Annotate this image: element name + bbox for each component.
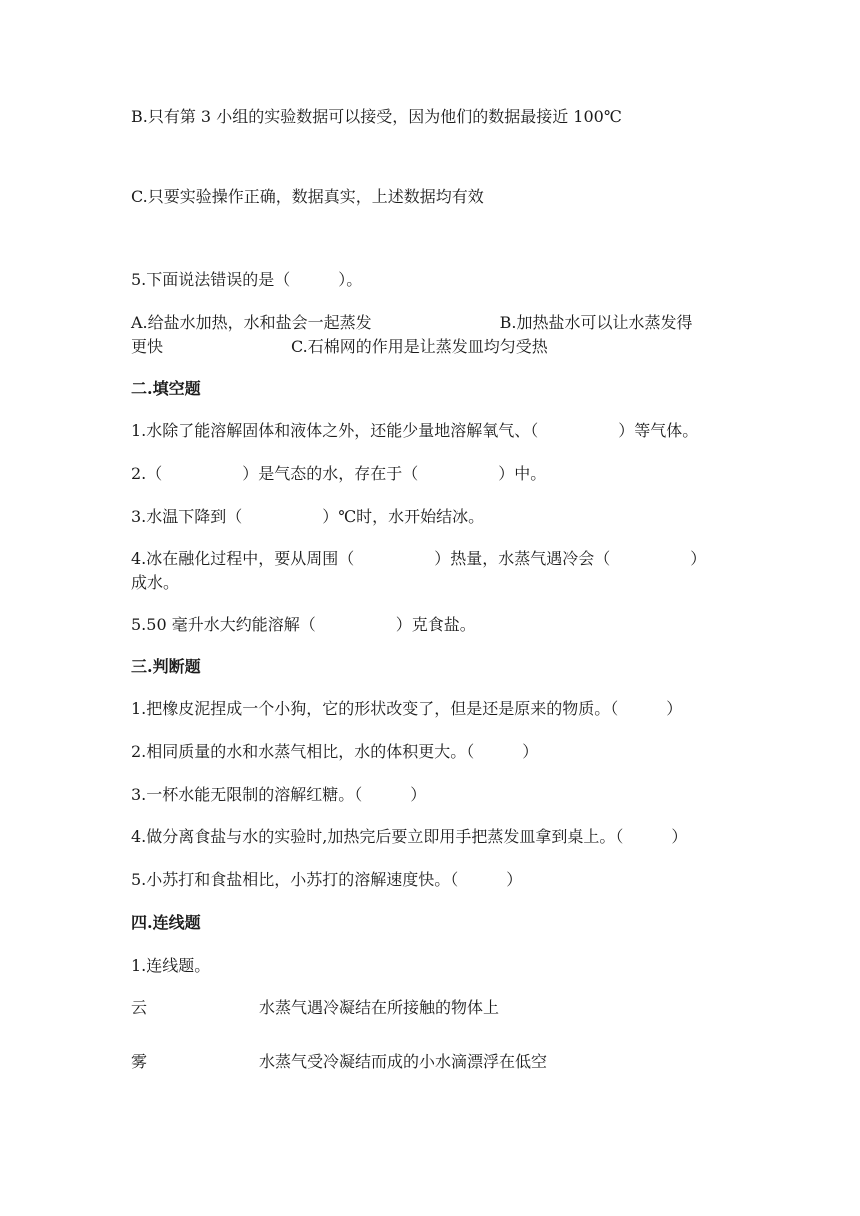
fill-q5: 5.50 毫升水大约能溶解（ ）克食盐。 <box>131 615 476 634</box>
section-heading-matching: 四.连线题 <box>131 913 201 932</box>
judge-q4: 4.做分离食盐与水的实验时,加热完后要立即用手把蒸发皿拿到桌上。（ ） <box>131 827 688 846</box>
q5-options-line2: 更快 C.石棉网的作用是让蒸发皿均匀受热 <box>131 337 548 356</box>
fill-q1: 1.水除了能溶解固体和液体之外，还能少量地溶解氧气、（ ）等气体。 <box>131 421 699 440</box>
matching-q1: 1.连线题。 <box>131 956 211 975</box>
fill-q4-line2: 成水。 <box>131 573 180 592</box>
section-heading-true-false: 三.判断题 <box>131 657 201 676</box>
judge-q3: 3.一杯水能无限制的溶解红糖。（ ） <box>131 785 427 804</box>
matching-term: 雾 <box>131 1052 148 1071</box>
fill-q2: 2.（ ）是气态的水，存在于（ ）中。 <box>131 464 547 483</box>
matching-description: 水蒸气受冷凝结而成的小水滴漂浮在低空 <box>259 1052 548 1071</box>
fill-q4-line1: 4.冰在融化过程中，要从周围（ ）热量，水蒸气遇冷会（ ） <box>131 549 707 568</box>
q4-option-c: C.只要实验操作正确，数据真实，上述数据均有效 <box>131 187 484 206</box>
fill-q3: 3.水温下降到（ ）℃时，水开始结冰。 <box>131 507 485 526</box>
matching-term: 云 <box>131 998 148 1017</box>
q4-option-b: B.只有第 3 小组的实验数据可以接受，因为他们的数据最接近 100℃ <box>131 107 622 126</box>
judge-q1: 1.把橡皮泥捏成一个小狗，它的形状改变了，但是还是原来的物质。（ ） <box>131 699 683 718</box>
judge-q2: 2.相同质量的水和水蒸气相比，水的体积更大。（ ） <box>131 742 539 761</box>
section-heading-fill-blank: 二.填空题 <box>131 379 201 398</box>
q5-stem: 5.下面说法错误的是（ ）。 <box>131 270 363 289</box>
matching-description: 水蒸气遇冷凝结在所接触的物体上 <box>259 998 500 1017</box>
judge-q5: 5.小苏打和食盐相比，小苏打的溶解速度快。（ ） <box>131 870 523 889</box>
q5-options-line1: A.给盐水加热，水和盐会一起蒸发 B.加热盐水可以让水蒸发得 <box>131 313 693 332</box>
